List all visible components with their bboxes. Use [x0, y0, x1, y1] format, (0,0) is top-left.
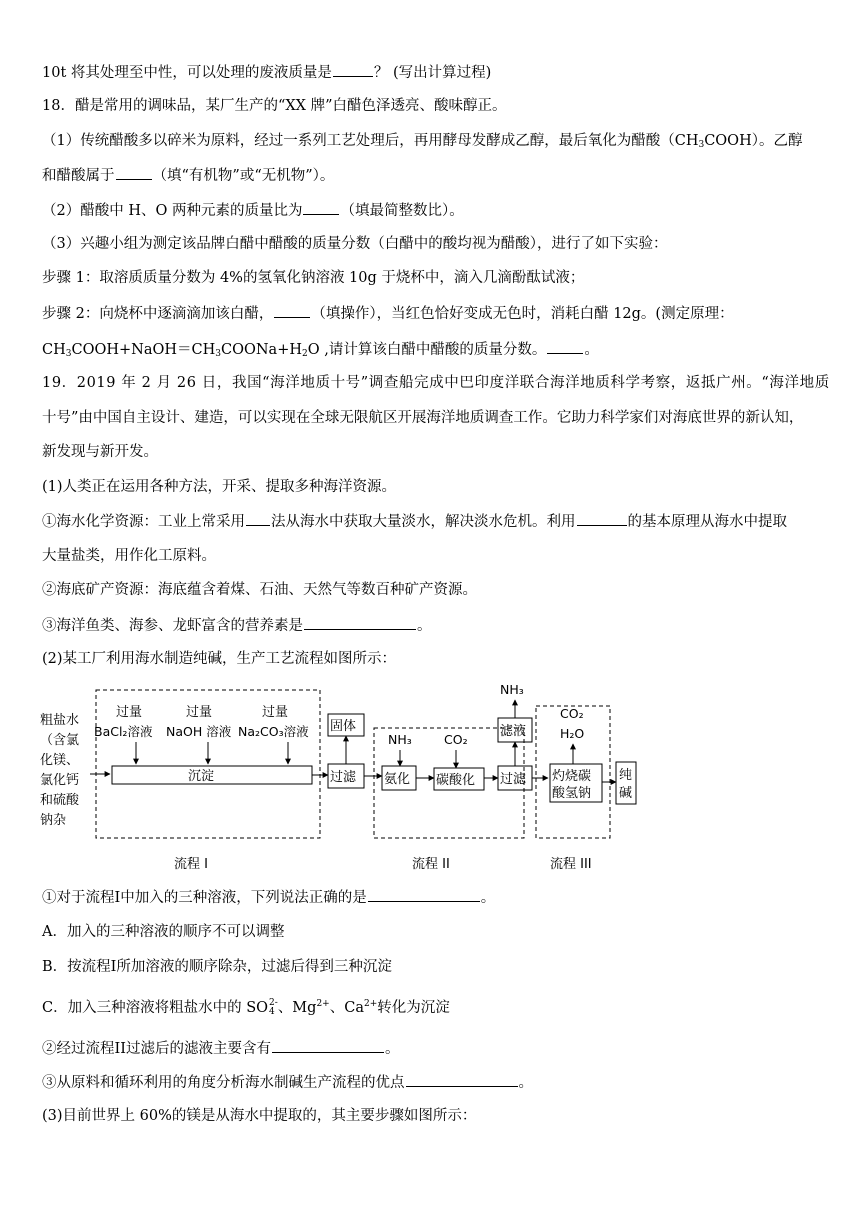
process3-label: 流程 III — [550, 857, 592, 872]
answer-blank[interactable] — [368, 887, 480, 902]
q18-stem: 18．醋是常用的调味品，某厂生产的“XX 牌”白醋色泽透亮、酸味醇正。 — [42, 98, 507, 114]
reagent-bacl2: BaCl₂溶液 — [94, 724, 153, 739]
q18-part1-line1: （1）传统醋酸多以碎米为原料，经过一系列工艺处理后，再用酵母发酵成乙醇，最后氧化为醋酸$(CH_3COOH)$。乙醇 — [42, 133, 803, 150]
answer-blank[interactable] — [272, 1038, 384, 1053]
nh3-output: NH₃ — [500, 682, 524, 697]
process1-label: 流程 I — [174, 857, 208, 872]
reagent-naoh: NaOH 溶液 — [166, 724, 232, 739]
reagent-na2co3: Na₂CO₃溶液 — [238, 724, 309, 739]
svg-text:粗盐水: 粗盐水 — [40, 713, 80, 728]
q19-item2: ②海底矿产资源：海底蕴含着煤、石油、天然气等数百种矿产资源。 — [42, 582, 477, 598]
co2-input: CO₂ — [444, 732, 468, 747]
svg-text:氯化钙: 氯化钙 — [40, 773, 80, 788]
q18-step2: 步骤 2：向烧杯中逐滴滴加该白醋， （填操作），当红色恰好变成无色时，消耗白醋 12g。(测定原理： — [42, 303, 734, 324]
q19-option-b[interactable]: B．按流程I所加溶液的顺序除杂，过滤后得到三种沉淀 — [42, 959, 392, 975]
nh3-input: NH₃ — [388, 732, 412, 747]
q19-option-c[interactable]: C．加入三种溶液将粗盐水中的 SO 2- 4 、$Mg^{2+}$、$Ca^{2+}$转化为沉淀 — [42, 998, 450, 1017]
q19-stem-line2: 十号”由中国自主设计、建造，可以实现在全球无限航区开展海洋地质调查工作。它助力科学家们对海底世界的新认知， — [42, 410, 804, 426]
q18-part1-line2: 和醋酸属于 （填“有机物”或“无机物”）。 — [42, 165, 334, 186]
excess-label-1: 过量 — [116, 705, 143, 720]
q19-item1-line2: 大量盐类，用作化工原料。 — [42, 548, 216, 564]
answer-blank[interactable] — [406, 1072, 518, 1087]
carbonate-label: 碳酸化 — [436, 773, 476, 788]
q19-part2: (2)某工厂利用海水制造纯碱，生产工艺流程如图所示： — [42, 651, 397, 667]
svg-text:和硫酸: 和硫酸 — [40, 793, 80, 808]
svg-text:（含氯: （含氯 — [40, 733, 80, 748]
soda-label-1: 纯 — [619, 768, 633, 783]
calcine-label-2: 酸氢钠 — [552, 786, 592, 801]
ammoniate-label: 氨化 — [384, 772, 411, 787]
q19-question3: ③从原料和循环利用的角度分析海水制碱生产流程的优点 。 — [42, 1072, 533, 1093]
q17-continuation: 10t 将其处理至中性，可以处理的废液质量是 ？ (写出计算过程) — [42, 62, 491, 83]
co2-output: CO₂ — [560, 706, 584, 721]
answer-blank[interactable] — [547, 339, 583, 354]
answer-blank[interactable] — [333, 62, 373, 77]
q19-question1: ①对于流程I中加入的三种溶液，下列说法正确的是 。 — [42, 887, 495, 908]
filter1-label: 过滤 — [330, 770, 357, 785]
filtrate-label: 滤液 — [500, 724, 527, 739]
svg-text:钠杂: 钠杂 — [40, 813, 67, 828]
q19-part1: (1)人类正在运用各种方法，开采、提取多种海洋资源。 — [42, 479, 397, 495]
q19-option-a[interactable]: A．加入的三种溶液的顺序不可以调整 — [42, 924, 285, 940]
filter2-label: 过滤 — [500, 772, 527, 787]
soda-label-2: 碱 — [619, 786, 633, 801]
raw-material-label — [40, 712, 80, 828]
answer-blank[interactable] — [304, 615, 416, 630]
svg-text:化镁、: 化镁、 — [40, 753, 80, 768]
calcine-label-1: 灼烧碳 — [552, 769, 592, 784]
q19-part3: (3)目前世界上 60%的镁是从海水中提取的，其主要步骤如图所示： — [42, 1108, 477, 1124]
precipitate-label: 沉淀 — [188, 769, 215, 784]
q19-question2: ②经过流程II过滤后的滤液主要含有 。 — [42, 1038, 399, 1059]
excess-label-2: 过量 — [186, 705, 213, 720]
soda-process-flow-diagram — [38, 678, 638, 878]
q18-part3: （3）兴趣小组为测定该品牌白醋中醋酸的质量分数（白醋中的酸均视为醋酸），进行了如下实验： — [42, 236, 668, 252]
answer-blank[interactable] — [246, 511, 270, 526]
q18-equation: $CH_3COOH+NaOH=CH_3COONa+H_2O$ ,请计算该白醋中醋酸的质量分数。 。 — [42, 339, 599, 364]
process2-label: 流程 II — [412, 857, 450, 872]
answer-blank[interactable] — [303, 200, 339, 215]
excess-label-3: 过量 — [262, 705, 289, 720]
sulfate-charge: 2- 4 — [269, 998, 278, 1017]
answer-blank[interactable] — [116, 165, 152, 180]
h2o-output: H₂O — [560, 726, 585, 741]
q18-step1: 步骤 1：取溶质质量分数为 4%的氢氧化钠溶液 10g 于烧杯中，滴入几滴酚酞试液； — [42, 270, 585, 286]
q19-item1-line1: ①海水化学资源：工业上常采用 法从海水中获取大量淡水，解决淡水危机。利用 的基本原理从海水中提取 — [42, 511, 787, 532]
q19-item3: ③海洋鱼类、海参、龙虾富含的营养素是 。 — [42, 615, 432, 636]
solid-label: 固体 — [330, 719, 357, 734]
q19-stem-line1: 19．2019 年 2 月 26 日，我国“海洋地质十号”调查船完成中巴印度洋联合海洋地质科学考察，返抵广州。“海洋地质 — [42, 375, 830, 391]
answer-blank[interactable] — [274, 303, 310, 318]
q19-stem-line3: 新发现与新开发。 — [42, 444, 158, 460]
answer-blank[interactable] — [577, 511, 627, 526]
q18-part2: （2）醋酸中 H、O 两种元素的质量比为 （填最简整数比）。 — [42, 200, 464, 221]
